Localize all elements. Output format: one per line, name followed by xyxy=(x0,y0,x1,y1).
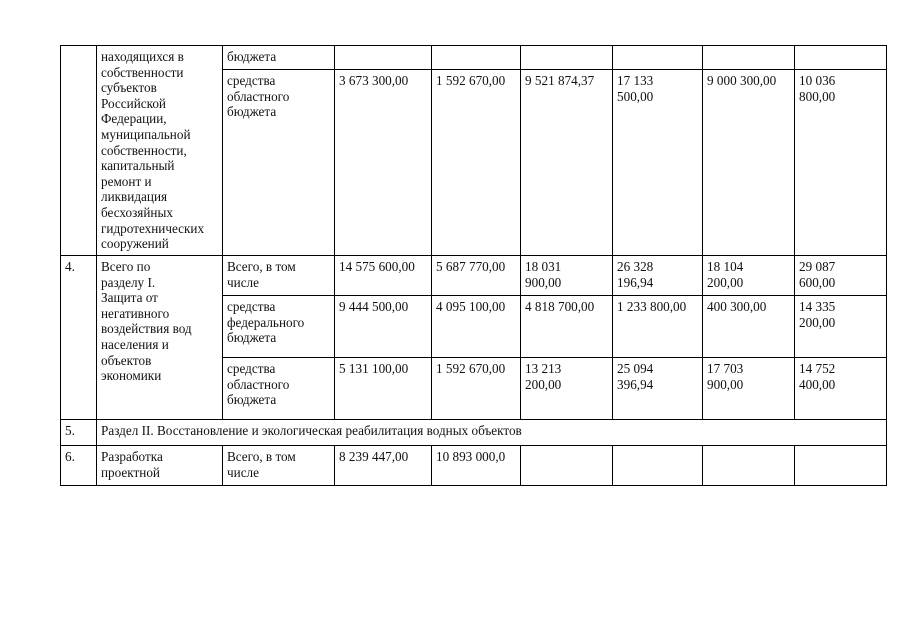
value-cell: 13 213 200,00 xyxy=(521,358,613,420)
row-number-cell: 5. xyxy=(61,420,97,446)
value-cell: 3 673 300,00 xyxy=(335,70,432,256)
funding-source-cell: средства областного бюджета xyxy=(223,70,335,256)
table-row xyxy=(61,420,887,446)
value-cell: 14 752 400,00 xyxy=(795,358,887,420)
value-cell: 25 094 396,94 xyxy=(613,358,703,420)
value-cell xyxy=(795,446,887,486)
value-cell xyxy=(703,446,795,486)
value-cell: 29 087 600,00 xyxy=(795,256,887,296)
row-number-cell: 4. xyxy=(61,256,97,420)
value-cell: 14 575 600,00 xyxy=(335,256,432,296)
budget-table xyxy=(60,45,887,486)
section-title-cell: Раздел II. Восстановление и экологическая реабилитация водных объектов xyxy=(97,420,887,446)
value-cell xyxy=(432,46,521,70)
funding-source-cell: средства федерального бюджета xyxy=(223,296,335,358)
value-cell: 4 818 700,00 xyxy=(521,296,613,358)
value-cell xyxy=(703,46,795,70)
item-name-cell: находящихся в собственности субъектов Российской Федерации, муниципальной собственности, капитальный ремонт и ликвидация бесхозяйных гидротехнических сооружений xyxy=(97,46,223,256)
value-cell xyxy=(795,46,887,70)
value-cell: 10 893 000,0 xyxy=(432,446,521,486)
value-cell: 5 131 100,00 xyxy=(335,358,432,420)
value-cell: 9 444 500,00 xyxy=(335,296,432,358)
value-cell xyxy=(521,46,613,70)
value-cell: 4 095 100,00 xyxy=(432,296,521,358)
funding-source-cell: Всего, в том числе xyxy=(223,446,335,486)
value-cell: 5 687 770,00 xyxy=(432,256,521,296)
value-cell xyxy=(521,446,613,486)
value-cell xyxy=(613,46,703,70)
item-name-cell: Разработка проектной xyxy=(97,446,223,486)
value-cell: 1 592 670,00 xyxy=(432,70,521,256)
value-cell xyxy=(335,46,432,70)
value-cell: 1 592 670,00 xyxy=(432,358,521,420)
value-cell: 10 036 800,00 xyxy=(795,70,887,256)
table-row xyxy=(61,446,887,486)
row-number-cell: 6. xyxy=(61,446,97,486)
value-cell: 8 239 447,00 xyxy=(335,446,432,486)
value-cell: 9 521 874,37 xyxy=(521,70,613,256)
value-cell: 400 300,00 xyxy=(703,296,795,358)
table-row xyxy=(61,46,887,70)
value-cell: 1 233 800,00 xyxy=(613,296,703,358)
value-cell: 17 703 900,00 xyxy=(703,358,795,420)
value-cell: 26 328 196,94 xyxy=(613,256,703,296)
value-cell: 9 000 300,00 xyxy=(703,70,795,256)
table-row xyxy=(61,256,887,296)
item-name-cell: Всего по разделу I. Защита от негативного воздействия вод населения и объектов экономики xyxy=(97,256,223,420)
value-cell: 18 104 200,00 xyxy=(703,256,795,296)
value-cell: 17 133 500,00 xyxy=(613,70,703,256)
funding-source-cell: бюджета xyxy=(223,46,335,70)
value-cell xyxy=(613,446,703,486)
funding-source-cell: Всего, в том числе xyxy=(223,256,335,296)
value-cell: 18 031 900,00 xyxy=(521,256,613,296)
funding-source-cell: средства областного бюджета xyxy=(223,358,335,420)
row-number-cell xyxy=(61,46,97,256)
value-cell: 14 335 200,00 xyxy=(795,296,887,358)
